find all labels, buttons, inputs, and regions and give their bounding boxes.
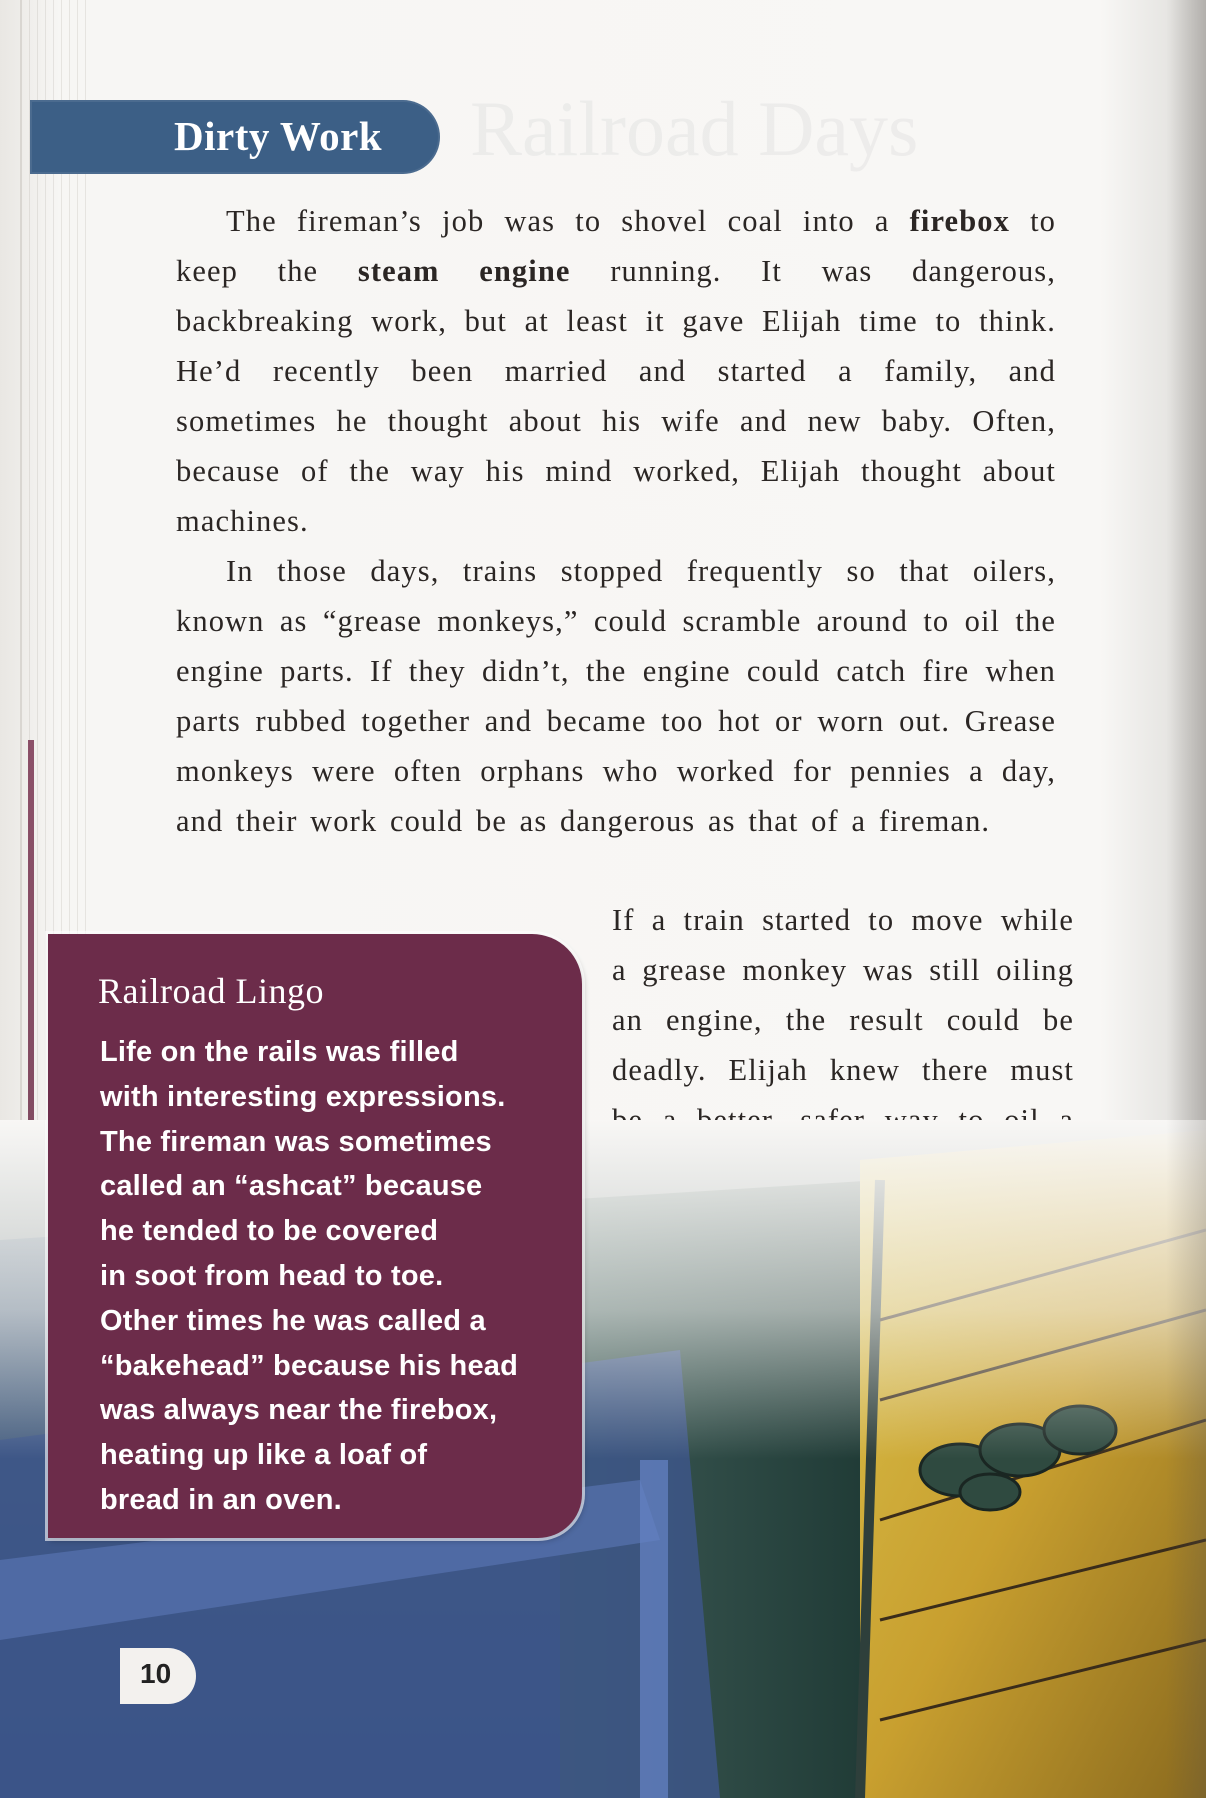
paragraph-1-part-3: running. It was dangerous, backbreaking work, but at least it gave Elijah time to think. He’d recently been married and started a family, and sometimes he thought about his wife and new baby. Often, because of the way his mind worked, Elijah thought about machines. — [176, 254, 1056, 538]
main-text-column — [176, 196, 1056, 846]
sidebar-line: was always near the firebox, — [100, 1394, 498, 1427]
paragraph-2-continued: If a train started to move while a grease monkey was still oiling an engine, the result could be deadly. Elijah knew there must — [612, 903, 1074, 1087]
sidebar-line: bread in an oven. — [100, 1483, 342, 1516]
sidebar-line: heating up like a loaf of — [100, 1439, 428, 1472]
sidebar-line: called an “ashcat” because — [100, 1170, 483, 1203]
sidebar-line: Other times he was called a — [100, 1304, 486, 1337]
sidebar-line: he tended to be covered — [100, 1215, 439, 1248]
sidebar-line: in soot from head to toe. — [100, 1259, 444, 1292]
paragraph-1 — [176, 196, 1056, 546]
section-title-banner — [30, 100, 440, 174]
paragraph-1-part-1: The fireman’s job was to shovel coal into a — [226, 204, 910, 238]
term-firebox: firebox — [909, 204, 1010, 238]
sidebar-line: Life on the rails was filled — [100, 1036, 459, 1068]
paragraph-2: In those days, trains stopped frequently so that oilers, known as “grease monkeys,” could scramble around to oil the engine parts. If they didn’t, the engine could catch fire when parts rubbed together and became too hot or worn out. Grease monkeys were often orphans who worked for pennies a day, and their work could be as dangerous as that of a fireman. — [176, 554, 1056, 838]
term-steam-engine: steam engine — [357, 254, 571, 288]
sidebar-line: “bakehead” because his head — [100, 1349, 519, 1382]
sidebar-line: The fireman was sometimes — [100, 1125, 492, 1158]
paragraph-1-part-2: to keep the — [176, 204, 1057, 288]
section-title: Dirty Work — [174, 113, 383, 159]
sidebar-railroad-lingo — [48, 934, 582, 1538]
sidebar-body — [100, 1030, 560, 1523]
page-number-tab — [120, 1648, 196, 1704]
sidebar-title: Railroad Lingo — [98, 971, 324, 1011]
page-number: 10 — [140, 1658, 172, 1689]
bleed-through-heading: Railroad Days — [470, 85, 919, 172]
sidebar-line: with interesting expressions. — [100, 1080, 506, 1113]
